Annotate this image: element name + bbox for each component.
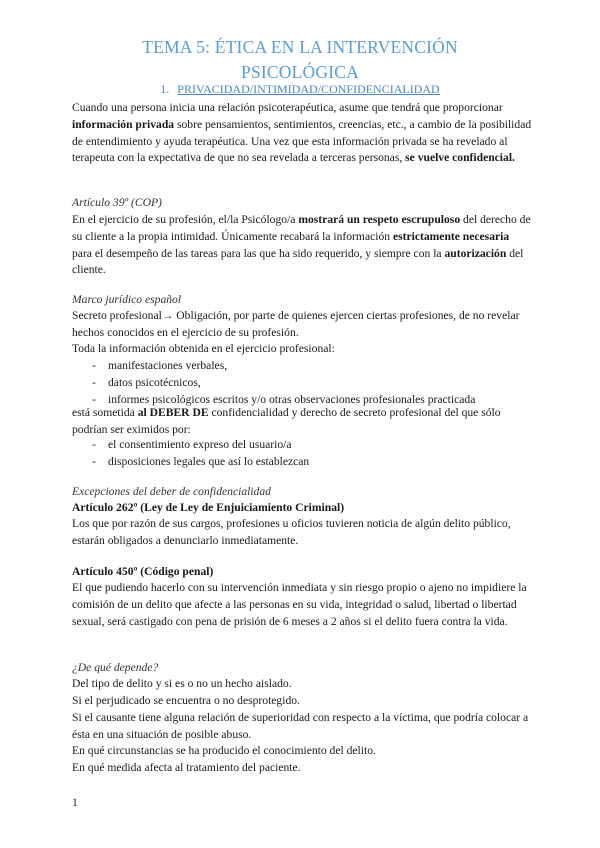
title-line-1: TEMA 5: ÉTICA EN LA INTERVENCIÓN [142,37,458,57]
art39-bold-3: autorización [444,246,507,260]
list-item: - disposiciones legales que así lo establezcan [92,454,310,468]
page-title [72,35,528,85]
section-heading [72,82,528,96]
marco-paragraph-2: Toda la información obtenida en el ejercicio profesional: [72,342,335,355]
depende-heading: ¿De qué depende? [72,661,159,674]
list-item-text: disposiciones legales que así lo establezcan [108,454,310,468]
intro-bold-1: información privada [72,117,175,131]
art39-text-2: del derecho de su cliente a la propia intimidad. Únicamente recabará la información [72,213,531,243]
list-item-text: datos psicotécnicos, [108,375,201,389]
list-item: - informes psicológicos escritos y/o otras observaciones profesionales practicada [92,392,476,406]
list-item: - datos psicotécnicos, [92,375,201,389]
intro-text-2: sobre pensamientos, sentimientos, creencias, etc., a cambio de la posibilidad de entendimiento y ayuda terapéutica. Una vez que esta información privada se ha revelado al terapeuta con la expectativa de que no sea revelada a terceras personas, [72,117,532,165]
list-item: - el consentimiento expreso del usuario/a [92,438,292,451]
marco-bold: al DEBER DE [137,406,209,419]
art39-text-4: del cliente. [72,246,524,277]
excepciones-heading: Excepciones del deber de confidencialidad [72,485,271,498]
marco-text-c: confidencialidad y derecho de secreto profesional del que sólo podrían ser eximidos por: [72,406,501,436]
intro-text-1: Cuando una persona inicia una relación psicoterapéutica, asume que tendrá que proporcionar [72,101,503,114]
art262-text: Los que por razón de sus cargos, profesiones u oficios tuvieren noticia de algún delito público, estarán obligados a denunciarlo inmediatamente. [72,517,511,547]
art39-bold-1: mostrará un respeto escrupuloso [298,213,461,226]
marco-heading: Marco jurídico español [72,293,182,306]
exemption-list [92,437,309,471]
intro-bold-2: se vuelve confidencial. [405,151,515,165]
art450-text: El que pudiendo hacerlo con su intervención inmediata y sin riesgo propio o ajeno no impidiere la comisión de un delito que afecte a las personas en su vida, integridad o salud, libertad o libertad sexual, será castigado con pena de prisión de 6 meses a 2 años si el delito fuera contra la vida. [72,581,527,628]
depende-line: En qué medida afecta al tratamiento del paciente. [72,761,301,774]
list-item-text: manifestaciones verbales, [108,359,228,372]
marco-paragraph-1: Secreto profesional→ Obligación, por parte de quienes ejercen ciertas profesiones, de no revelar hechos conocidos en el ejercicio de su profesión. [72,309,520,339]
depende-line: Si el perjudicado se encuentra o no desprotegido. [72,694,300,707]
page-number: 1 [72,796,78,809]
art39-text-1: En el ejercicio de su profesión, el/la Psicólogo/a [72,213,299,226]
art39-text-3: para el desempeño de las tareas para las que ha sido requerido, y siempre con la [72,246,445,260]
art39-bold-2: estrictamente necesaria [392,229,510,243]
list-item-text: el consentimiento expreso del usuario/a [108,438,292,451]
section-title: PRIVACIDAD/INTIMIDAD/CONFIDENCIALIDAD [177,82,440,96]
list-item: - manifestaciones verbales, [92,359,228,372]
title-line-2: PSICOLÓGICA [241,62,359,82]
depende-line: Del tipo de delito y si es o no un hecho aislado. [72,677,292,690]
depende-line: Si el causante tiene alguna relación de superioridad con respecto a la víctima, que podría colocar a ésta en una situación de posible abuso. [72,711,529,741]
list-item-text: informes psicológicos escritos y/o otras observaciones profesionales practicada [108,392,476,406]
art39-paragraph [72,212,532,279]
depende-line: En qué circunstancias se ha producido el conocimiento del delito. [72,744,376,757]
art450-title: Artículo 450º (Código penal) [72,565,214,578]
marco-paragraph-3 [72,405,532,439]
section-number: 1. [160,82,170,96]
info-list [92,358,475,408]
art39-heading: Artículo 39º (COP) [72,196,162,209]
marco-text-a: está sometida [72,406,138,419]
art262-title: Artículo 262º (Ley de Ley de Enjuiciamiento Criminal) [72,501,345,514]
intro-paragraph [72,100,532,167]
